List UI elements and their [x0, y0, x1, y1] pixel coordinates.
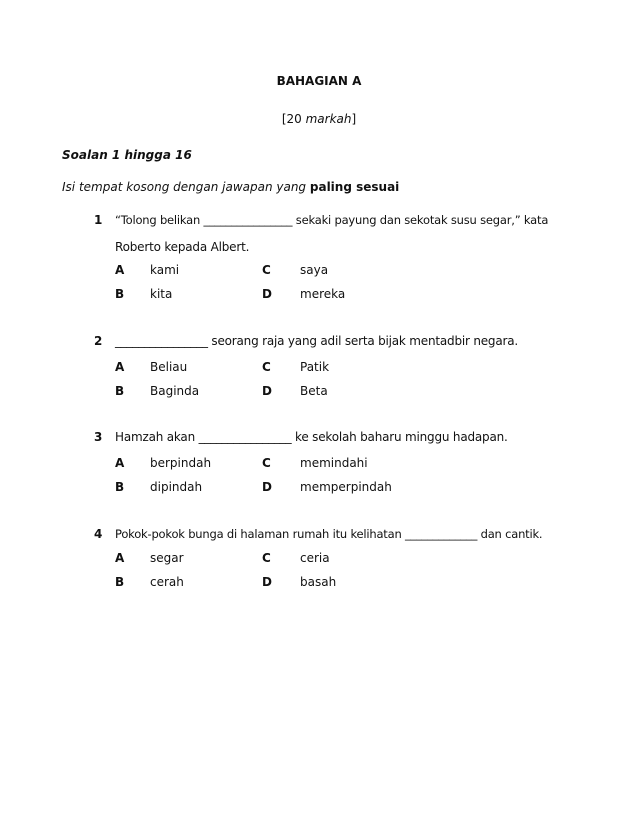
question-range-number: 16 — [175, 148, 192, 162]
option-letter-b: B — [115, 384, 125, 398]
option-c[interactable]: Patik — [300, 360, 330, 374]
option-d[interactable]: memperpindah — [300, 480, 392, 494]
question-text: “Tolong belikan ________________ sekaki payung dan sekotak susu segar,” kata — [115, 213, 549, 227]
option-letter-c: C — [262, 263, 271, 277]
question-number: 4 — [94, 527, 103, 541]
question-text: Pokok-pokok bunga di halaman rumah itu kelihatan _____________ dan cantik. — [115, 527, 543, 541]
marks-prefix: [20 — [281, 112, 306, 126]
option-letter-d: D — [262, 480, 272, 494]
option-letter-b: B — [115, 575, 125, 589]
question-text-cont: Roberto kepada Albert. — [115, 240, 250, 254]
option-letter-d: D — [262, 575, 272, 589]
question-range-text: Soalan 1 hingga — [62, 148, 176, 162]
option-letter-a: A — [115, 456, 125, 470]
option-d[interactable]: basah — [300, 575, 337, 589]
option-letter-d: D — [262, 287, 272, 301]
option-b[interactable]: kita — [150, 287, 173, 301]
option-letter-d: D — [262, 384, 272, 398]
option-c[interactable]: ceria — [300, 551, 330, 565]
instruction-emphasis: paling sesuai — [309, 180, 400, 194]
question-number: 1 — [94, 213, 103, 227]
option-a[interactable]: berpindah — [150, 456, 212, 470]
question-number: 3 — [94, 430, 103, 444]
option-a[interactable]: Beliau — [150, 360, 188, 374]
option-b[interactable]: Baginda — [150, 384, 200, 398]
option-letter-c: C — [262, 360, 271, 374]
option-b[interactable]: cerah — [150, 575, 184, 589]
question-range — [62, 148, 192, 162]
option-a[interactable]: segar — [150, 551, 184, 565]
question-text: Hamzah akan ________________ ke sekolah baharu minggu hadapan. — [115, 430, 508, 444]
option-letter-b: B — [115, 287, 125, 301]
instruction-text: Isi tempat kosong dengan jawapan yang — [62, 180, 310, 194]
option-c[interactable]: memindahi — [300, 456, 368, 470]
option-letter-a: A — [115, 551, 125, 565]
option-d[interactable]: mereka — [300, 287, 346, 301]
marks-suffix: ] — [351, 112, 357, 126]
option-letter-b: B — [115, 480, 125, 494]
option-a[interactable]: kami — [150, 263, 180, 277]
option-letter-a: A — [115, 360, 125, 374]
question-text: ________________ seorang raja yang adil serta bijak mentadbir negara. — [115, 334, 519, 348]
marks-label — [0, 112, 638, 126]
option-letter-c: C — [262, 551, 271, 565]
option-d[interactable]: Beta — [300, 384, 328, 398]
section-title: BAHAGIAN A — [276, 74, 362, 88]
option-letter-a: A — [115, 263, 125, 277]
option-letter-c: C — [262, 456, 271, 470]
option-b[interactable]: dipindah — [150, 480, 203, 494]
question-number: 2 — [94, 334, 103, 348]
option-c[interactable]: saya — [300, 263, 329, 277]
instruction — [62, 180, 399, 194]
marks-word: markah — [305, 112, 352, 126]
